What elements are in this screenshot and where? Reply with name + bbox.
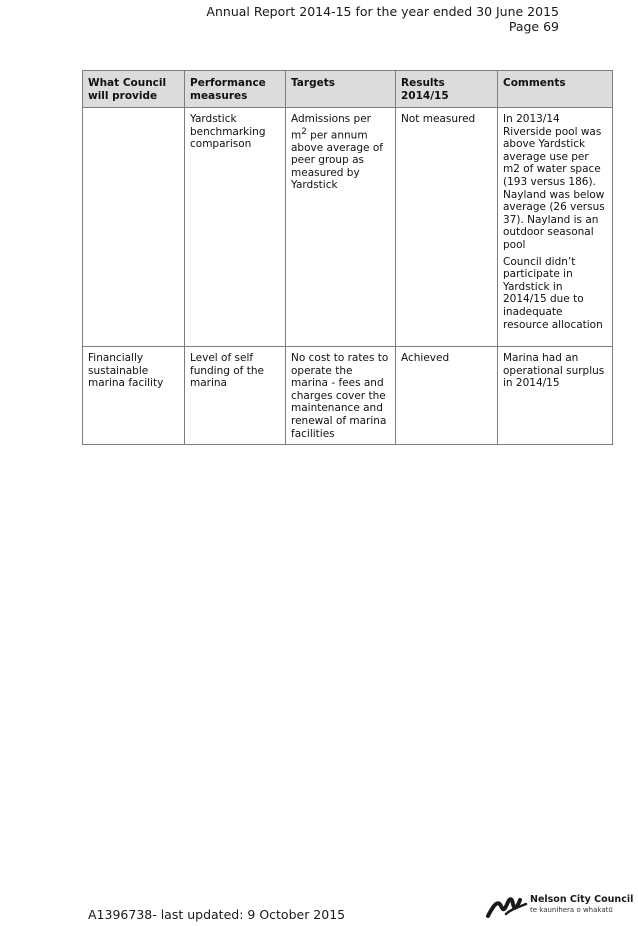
target-text-post: per annum above average of peer group as measured by Yardstick	[291, 129, 383, 192]
document-id: A1396738- last updated: 9 October 2015	[88, 907, 346, 922]
cell-result: Not measured	[396, 108, 498, 347]
col-header-results: Results 2014/15	[396, 71, 498, 108]
council-tagline: te kaunihera o whakatū	[530, 906, 613, 914]
col-header-targets: Targets	[286, 71, 396, 108]
council-name: Nelson City Council	[530, 894, 634, 905]
col-header-comments: Comments	[498, 71, 613, 108]
target-text-pre: Admissions per m	[291, 113, 371, 142]
cell-provide: Financially sustainable marina facility	[83, 347, 185, 445]
council-logo	[486, 893, 634, 919]
cell-measure: Yardstick benchmarking comparison	[185, 108, 286, 347]
table-row	[83, 347, 613, 445]
col-header-measures: Performance measures	[185, 71, 286, 108]
table-row	[83, 108, 613, 347]
comment-paragraph: In 2013/14 Riverside pool was above Yardstick average use per m2 of water space (193 versus 186). Nayland was below average (26 versus 37). Nayland is an outdoor seasonal pool	[503, 113, 605, 251]
cell-target	[286, 108, 396, 347]
comment-paragraph: Council didn’t participate in Yardstick in 2014/15 due to inadequate resource allocation	[503, 255, 603, 331]
target-superscript: 2	[301, 126, 307, 137]
table-header-row	[83, 71, 613, 108]
col-header-provide: What Council will provide	[83, 71, 185, 108]
cell-measure: Level of self funding of the marina	[185, 347, 286, 445]
cell-result: Achieved	[396, 347, 498, 445]
cell-target: No cost to rates to operate the marina - fees and charges cover the maintenance and renewal of marina facilities	[286, 347, 396, 445]
page-number: Page 69	[508, 19, 559, 34]
cell-comment: Marina had an operational surplus in 2014/15	[498, 347, 613, 445]
cell-comment	[498, 108, 613, 347]
council-logo-icon	[486, 894, 528, 918]
page-header	[206, 4, 559, 34]
cell-provide	[83, 108, 185, 347]
performance-table	[82, 70, 613, 445]
report-title: Annual Report 2014-15 for the year ended 30 June 2015	[206, 4, 559, 19]
